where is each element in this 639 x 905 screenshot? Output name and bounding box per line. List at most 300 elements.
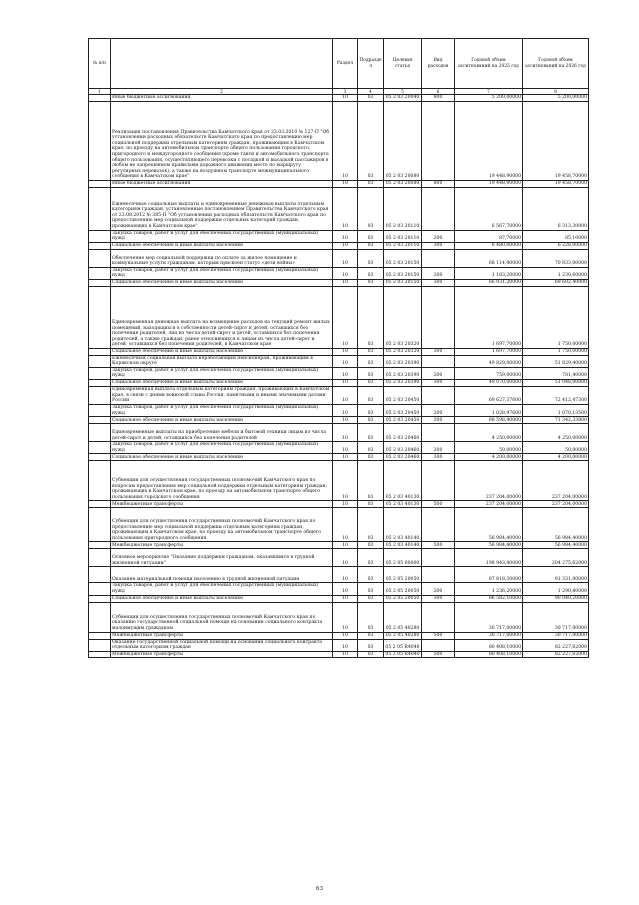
amount-2026-cell: 6 228,00000	[523, 242, 589, 249]
item-name-cell: Субвенции для осуществления государственных полномочий Камчатского края по оказанию государственной социальной помощи на основании социального контракта малоимущим гражданам	[111, 602, 333, 632]
row-number-cell	[89, 279, 111, 286]
item-name-cell: Иные бюджетные ассигнования	[111, 95, 333, 102]
target-article-cell: 05 2 05 20050	[384, 567, 422, 583]
row-number-cell	[89, 651, 111, 658]
item-name-cell: Единовременные выплаты на приобретение мебели и бытовой техники лицам из числа детей-сирот и детей, оставшихся без попечения родителей	[111, 424, 333, 442]
table-row	[89, 230, 589, 242]
subsection-cell: 03	[358, 651, 384, 658]
amount-2026-cell: 5 200,00000	[523, 95, 589, 102]
row-number-cell	[89, 267, 111, 279]
amount-2026-cell: 85,10000	[523, 230, 589, 242]
row-number-cell	[89, 367, 111, 379]
subsection-cell: 03	[358, 639, 384, 651]
row-number-cell	[89, 595, 111, 602]
expense-type-cell: 800	[422, 95, 455, 102]
section-cell: 10	[333, 424, 358, 442]
header-cell-subsection: Подраздел	[358, 39, 384, 89]
item-name-cell: Межбюджетные трансферты	[111, 501, 333, 508]
item-name-cell: Закупка товаров, работ и услуг для обеспечения государственных (муниципальных) нужд	[111, 367, 333, 379]
row-number-cell	[89, 461, 111, 501]
target-article-cell: 05 2 03 20450	[384, 404, 422, 416]
table-row	[89, 417, 589, 424]
subsection-cell: 03	[358, 424, 384, 442]
column-number: 3	[333, 89, 358, 95]
target-article-cell: 05 2 05 20050	[384, 583, 422, 595]
row-number-cell	[89, 230, 111, 242]
table-row	[89, 651, 589, 658]
table-row	[89, 286, 589, 348]
row-number-cell	[89, 542, 111, 549]
expense-type-cell	[422, 461, 455, 501]
target-article-cell: 05 2 03 20040	[384, 95, 422, 102]
amount-2025-cell: 1 183,20000	[455, 267, 523, 279]
amount-2025-cell: 69 627,37600	[455, 386, 523, 404]
subsection-cell: 03	[358, 379, 384, 386]
section-cell: 10	[333, 386, 358, 404]
target-article-cell: 05 2 03 20150	[384, 249, 422, 267]
target-article-cell: 05 2 05 R4040	[385, 651, 420, 657]
subsection-cell: 03	[358, 386, 384, 404]
amount-2026-cell: 70 833,00000	[523, 249, 589, 267]
row-number-cell	[89, 549, 111, 567]
table-row	[89, 267, 589, 279]
subsection-cell: 03	[358, 454, 384, 461]
target-article-cell: 05 2 03 20460	[384, 454, 422, 461]
amount-2025-cell: 19 448,90000	[455, 102, 523, 181]
table-row	[89, 102, 589, 181]
target-article-cell: 05 2 05 20050	[384, 595, 422, 602]
subsection-cell: 03	[358, 230, 384, 242]
subsection-cell: 03	[358, 417, 384, 424]
row-number-cell	[89, 286, 111, 348]
target-article-cell: 05 2 03 20320	[384, 286, 422, 348]
target-article-cell: 05 2 03 20390	[384, 367, 422, 379]
expense-type-cell: 200	[422, 230, 455, 242]
item-name-cell: Ежемесячная социальная выплата неработающим пенсионерам, проживающим в Корякском округе	[111, 355, 333, 367]
column-number: 5	[384, 89, 422, 95]
amount-2025-cell: 30 717,00000	[455, 602, 523, 632]
amount-2026-cell: 72 412,47300	[523, 386, 589, 404]
item-name-cell: Оказание материальной помощи населению в трудной жизненной ситуации	[111, 567, 333, 583]
subsection-cell: 03	[358, 404, 384, 416]
row-number-cell	[89, 249, 111, 267]
amount-2025-cell: 19 448,90000	[455, 181, 523, 188]
expense-type-cell: 200	[422, 267, 455, 279]
expense-type-cell	[422, 567, 455, 583]
amount-2026-cell: 1 750,00000	[523, 286, 589, 348]
amount-2025-cell: 4 250,00000	[455, 424, 523, 442]
section-cell: 10	[333, 442, 358, 454]
expense-type-cell	[422, 355, 455, 367]
table-row	[89, 542, 589, 549]
section-cell: 10	[333, 267, 358, 279]
section-cell: 10	[333, 454, 358, 461]
table-body	[89, 95, 589, 658]
item-name-cell: Социальное обеспечение и иные выплаты населению	[111, 595, 333, 602]
row-number-cell	[89, 602, 111, 632]
section-cell: 10	[333, 286, 358, 348]
item-name-cell: Единовременная денежная выплата на возмещение расходов на текущий ремонт жилых помещений, находящихся в собственности детей-сирот и детей, оставшихся без попечения родителей, лиц из числа детей-сирот и детей, оставшихся без попечения родителей, а также граждан, ранее относившихся к лицам из числа детей-сирот и детей, оставшихся без попечения родителей, в Камчатском крае	[111, 286, 333, 348]
subsection-cell: 03	[358, 542, 384, 549]
section-cell: 10	[333, 348, 358, 355]
table-row	[89, 249, 589, 267]
amount-2025-cell: 6 480,00000	[455, 242, 523, 249]
subsection-cell: 03	[358, 355, 384, 367]
table-row	[89, 454, 589, 461]
subsection-cell: 03	[358, 348, 384, 355]
expense-type-cell: 300	[422, 348, 455, 355]
table-row	[89, 442, 589, 454]
amount-2025-cell: 6 567,70000	[455, 187, 523, 230]
section-cell: 10	[333, 355, 358, 367]
table-row	[89, 386, 589, 404]
table-row	[89, 508, 589, 542]
amount-2025-cell: 56 984,40000	[455, 542, 523, 549]
section-cell: 10	[333, 651, 358, 658]
section-cell: 10	[333, 501, 358, 508]
section-cell: 10	[333, 549, 358, 567]
subsection-cell: 03	[358, 549, 384, 567]
section-cell: 10	[333, 404, 358, 416]
expense-type-cell: 300	[422, 454, 455, 461]
amount-2026-cell: 781,40000	[523, 367, 589, 379]
section-cell: 10	[333, 230, 358, 242]
expense-type-cell: 300	[422, 595, 455, 602]
row-number-cell	[89, 442, 111, 454]
section-cell: 10	[333, 461, 358, 501]
amount-2026-cell: 1 290,80000	[523, 583, 589, 595]
table-row	[89, 367, 589, 379]
row-number-cell	[89, 404, 111, 416]
column-number: 8	[523, 89, 589, 95]
target-article-cell: 05 2 03 20110	[384, 230, 422, 242]
target-article-cell: 05 2 03 20080	[384, 181, 422, 188]
expense-type-cell	[422, 508, 455, 542]
amount-2026-cell: 30 717,00000	[523, 602, 589, 632]
section-cell: 10	[333, 242, 358, 249]
expense-type-cell	[422, 249, 455, 267]
expense-type-cell: 500	[422, 542, 455, 549]
item-name-cell: Основное мероприятие "Оказание поддержки гражданам, оказавшимся в трудной жизненной ситуации"	[111, 549, 333, 567]
expense-type-cell	[422, 286, 455, 348]
subsection-cell: 03	[358, 187, 384, 230]
amount-2025-cell: 198 943,40000	[455, 549, 523, 567]
amount-2026-cell: 82 227,62000	[523, 651, 589, 658]
section-cell: 10	[333, 583, 358, 595]
row-number-cell	[89, 242, 111, 249]
target-article-cell: 05 2 03 40130	[384, 461, 422, 501]
subsection-cell: 03	[358, 181, 384, 188]
amount-2026-cell: 56 984,40000	[523, 542, 589, 549]
expense-type-cell	[422, 549, 455, 567]
page-number: 63	[316, 886, 323, 892]
table-row	[89, 595, 589, 602]
expense-type-cell: 300	[422, 279, 455, 286]
header-row	[89, 39, 589, 89]
row-number-cell	[89, 95, 111, 102]
target-article-cell: 05 2 03 20110	[384, 187, 422, 230]
subsection-cell: 03	[358, 632, 384, 639]
table-row	[89, 187, 589, 230]
header-cell-target: Целевая статья	[384, 39, 422, 89]
table-row	[89, 461, 589, 501]
item-name-cell: Социальное обеспечение и иные выплаты населению	[111, 379, 333, 386]
table-row	[89, 279, 589, 286]
column-number: 6	[422, 89, 455, 95]
amount-2025-cell: 87 818,30000	[455, 567, 523, 583]
expense-type-cell: 200	[422, 583, 455, 595]
item-name-cell: Закупка товаров, работ и услуг для обеспечения государственных (муниципальных) нужд	[111, 442, 333, 454]
expense-type-cell	[422, 424, 455, 442]
target-article-cell: 05 2 03 20390	[384, 379, 422, 386]
amount-2025-cell: 237 204,00000	[455, 461, 523, 501]
amount-2025-cell: 1 697,70000	[455, 286, 523, 348]
expense-type-cell: 200	[422, 367, 455, 379]
target-article-cell: 05 2 03 20080	[384, 102, 422, 181]
column-number: 7	[455, 89, 523, 95]
table-row	[89, 379, 589, 386]
subsection-cell: 03	[358, 461, 384, 501]
expense-type-cell: 500	[422, 632, 455, 639]
header-cell-no: № п/п	[89, 39, 111, 89]
row-number-cell	[89, 348, 111, 355]
item-name-cell: Закупка товаров, работ и услуг для обеспечения государственных (муниципальных) нужд	[111, 404, 333, 416]
item-name-cell: Социальное обеспечение и иные выплаты населению	[111, 348, 333, 355]
amount-2026-cell: 56 984,40000	[523, 508, 589, 542]
target-article-cell: 05 2 03 40130	[384, 501, 422, 508]
amount-2025-cell: 30 717,00000	[455, 632, 523, 639]
row-number-cell	[89, 501, 111, 508]
item-name-cell: Социальное обеспечение и иные выплаты населению	[111, 279, 333, 286]
table-row	[89, 181, 589, 188]
amount-2025-cell: 4 200,00000	[455, 454, 523, 461]
subsection-cell: 03	[358, 279, 384, 286]
amount-2025-cell: 50,00000	[455, 442, 523, 454]
amount-2025-cell: 1 028,97600	[455, 404, 523, 416]
row-number-cell	[89, 102, 111, 181]
amount-2026-cell: 69 602,40000	[523, 279, 589, 286]
amount-2025-cell: 1 697,70000	[455, 348, 523, 355]
item-name-cell: Субвенции для осуществления государственных полномочий Камчатского края по вопросам предоставления мер социальной поддержки отдельным категориям граждан, проживающих в Камчатском крае, по проезду на автомобильном транспорте общего пользования городского сообщения	[111, 461, 333, 501]
item-name-cell: Субвенции для осуществления государственных полномочий Камчатского края по предоставлению мер социальной поддержки отдельным категориям граждан, проживающим в Камчатском крае, по проезду на автомобильном транспорте общего пользования пригородного сообщения	[111, 508, 333, 542]
subsection-cell: 03	[358, 442, 384, 454]
target-article-cell: 05 2 03 20150	[384, 267, 422, 279]
table-row	[89, 242, 589, 249]
section-cell: 10	[333, 595, 358, 602]
item-name-cell: Обеспечение мер социальной поддержки по оплате за жилое помещение и коммунальные услуги гражданам, которым присвоен статус «дети войны»	[111, 249, 333, 267]
section-cell: 10	[333, 542, 358, 549]
row-number-cell	[89, 417, 111, 424]
amount-2026-cell: 4 200,00000	[523, 454, 589, 461]
target-article-cell: 05 2 03 20460	[384, 424, 422, 442]
item-name-cell: Закупка товаров, работ и услуг для обеспечения государственных (муниципальных) нужд	[111, 583, 333, 595]
amount-2026-cell: 71 342,33800	[523, 417, 589, 424]
subsection-cell: 03	[358, 567, 384, 583]
subsection-cell: 03	[358, 95, 384, 102]
row-number-cell	[89, 567, 111, 583]
row-number-cell	[89, 355, 111, 367]
amount-2026-cell: 204 275,62000	[523, 549, 589, 567]
amount-2026-cell: 91 331,00000	[523, 567, 589, 583]
expense-type-cell: 500	[422, 501, 455, 508]
column-number: 2	[111, 89, 333, 95]
section-cell: 10	[333, 639, 358, 651]
item-name-cell: Межбюджетные трансферты	[111, 651, 333, 658]
expense-type-cell	[422, 639, 455, 651]
item-name-cell: Закупка товаров, работ и услуг для обеспечения государственных (муниципальных) нужд	[111, 230, 333, 242]
amount-2026-cell: 6 313,30000	[523, 187, 589, 230]
header-cell-2025: Годовой объем ассигнований на 2025 год	[455, 39, 523, 89]
section-cell: 10	[333, 187, 358, 230]
amount-2026-cell: 237 204,00000	[523, 501, 589, 508]
header-cell-section: Раздел	[333, 39, 358, 89]
amount-2026-cell: 237 204,00000	[523, 461, 589, 501]
row-number-cell	[89, 583, 111, 595]
section-cell: 10	[333, 379, 358, 386]
item-name-cell: Социальное обеспечение и иные выплаты населению	[111, 417, 333, 424]
section-cell: 10	[333, 102, 358, 181]
target-article-cell: 05 2 03 20450	[384, 386, 422, 404]
item-name-cell: Социальное обеспечение и иные выплаты населению	[111, 454, 333, 461]
subsection-cell: 03	[358, 602, 384, 632]
target-article-cell: 05 2 05 R4040	[384, 639, 422, 651]
header-cell-2026: Годовой объем ассигнований на 2026 год	[523, 39, 589, 89]
amount-2025-cell: 56 984,40000	[455, 508, 523, 542]
amount-2026-cell: 51 829,40000	[523, 355, 589, 367]
item-name-cell: Межбюджетные трансферты	[111, 542, 333, 549]
item-name-cell: Ежемесячные социальные выплаты и единовременные денежные выплаты отдельным категориям граждан, установленные постановлением Правительства Камчатского края от 23.08.2012 № 385-П "Об установлении расходных обязательств Камчатского края по предоставлению мер социальной поддержки отдельных категорий граждан, проживающих в Камчатском крае"	[111, 187, 333, 230]
subsection-cell: 03	[358, 249, 384, 267]
amount-2025-cell: 49 829,00000	[455, 355, 523, 367]
column-number: 1	[89, 89, 111, 95]
table-row	[89, 424, 589, 442]
table-row	[89, 95, 589, 102]
amount-2026-cell: 19 458,70000	[523, 181, 589, 188]
table-row	[89, 602, 589, 632]
subsection-cell: 03	[358, 367, 384, 379]
item-name-cell: Социальное обеспечение и иные выплаты населению	[111, 242, 333, 249]
item-name-cell: Межбюджетные трансферты	[111, 632, 333, 639]
amount-2025-cell: 66 931,20000	[455, 279, 523, 286]
expense-type-cell: 500	[422, 651, 455, 658]
table-row	[89, 639, 589, 651]
header-cell-exptype: Вид расходов	[422, 39, 455, 89]
target-article-cell: 05 2 03 40140	[384, 542, 422, 549]
expense-type-cell: 300	[422, 379, 455, 386]
item-name-cell: Единовременная выплата отдельным категориям граждан, проживающих в Камчатском крае, в связи с днями воинской славы России, памятными и иными значимыми датами России	[111, 386, 333, 404]
expense-type-cell	[422, 386, 455, 404]
column-number: 4	[358, 89, 384, 95]
subsection-cell: 03	[358, 595, 384, 602]
amount-2026-cell: 51 048,00000	[523, 379, 589, 386]
target-article-cell: 05 2 05 00000	[384, 549, 422, 567]
section-cell: 10	[333, 279, 358, 286]
target-article-cell: 05 2 03 20450	[384, 417, 422, 424]
budget-allocation-table	[88, 38, 589, 658]
section-cell: 10	[333, 567, 358, 583]
amount-2026-cell: 90 040,20000	[523, 595, 589, 602]
subsection-cell: 03	[358, 267, 384, 279]
row-number-cell	[89, 187, 111, 230]
amount-2026-cell: 1 070,13500	[523, 404, 589, 416]
expense-type-cell: 200	[422, 442, 455, 454]
amount-2026-cell: 4 250,00000	[523, 424, 589, 442]
target-article-cell: 05 2 03 20460	[384, 442, 422, 454]
expense-type-cell: 300	[422, 417, 455, 424]
expense-type-cell: 300	[422, 242, 455, 249]
amount-2026-cell: 30 717,00000	[523, 632, 589, 639]
expense-type-cell	[422, 602, 455, 632]
item-name-cell: Иные бюджетные ассигнования	[111, 181, 333, 188]
amount-2026-cell: 1 230,60000	[523, 267, 589, 279]
table-row	[89, 348, 589, 355]
amount-2025-cell: 68 598,40000	[455, 417, 523, 424]
budget-table-page	[88, 38, 588, 658]
amount-2025-cell: 68 114,40000	[455, 249, 523, 267]
target-article-cell: 05 2 05 40280	[384, 632, 422, 639]
expense-type-cell	[422, 102, 455, 181]
row-number-cell	[89, 379, 111, 386]
expense-type-cell: 800	[422, 181, 455, 188]
amount-2025-cell: 80 408,10000	[455, 639, 523, 651]
subsection-cell: 03	[358, 102, 384, 181]
amount-2026-cell: 1 750,00000	[523, 348, 589, 355]
amount-2025-cell: 87,70000	[455, 230, 523, 242]
subsection-cell: 03	[358, 583, 384, 595]
expense-type-cell: 200	[422, 404, 455, 416]
section-cell: 10	[333, 508, 358, 542]
item-name-cell: Реализация постановления Правительства Камчатского края от 23.03.2010 № 127-П "Об установлении расходных обязательств Камчатского края по предоставлению мер социальной поддержки отдельным категориям граждан, проживающим в Камчатском крае, по проезду на автомобильном транспорте общего пользования городского, пригородного и междугородного сообщения (кроме такси и автомобильного транспорта общего пользования, осуществляющего перевозки с посадкой и высадкой пассажиров в любом не запрещенном правилами дорожного движения месте по маршруту регулярных перевозок), а также на воздушном транспорте межмуниципального сообщения в Камчатском крае"	[111, 102, 333, 181]
amount-2025-cell: 49 070,00000	[455, 379, 523, 386]
amount-2026-cell: 50,00000	[523, 442, 589, 454]
target-article-cell: 05 2 03 20390	[384, 355, 422, 367]
row-number-cell	[89, 639, 111, 651]
target-article-cell: 05 2 03 40140	[384, 508, 422, 542]
row-number-cell	[89, 508, 111, 542]
table-row	[89, 567, 589, 583]
amount-2026-cell: 19 458,70000	[523, 102, 589, 181]
header-cell-name	[111, 39, 333, 89]
table-row	[89, 549, 589, 567]
amount-2025-cell: 237 204,00000	[455, 501, 523, 508]
amount-2025-cell: 759,00000	[455, 367, 523, 379]
target-article-cell: 05 2 03 20110	[384, 242, 422, 249]
target-article-cell: 05 2 05 40280	[384, 602, 422, 632]
row-number-cell	[89, 386, 111, 404]
section-cell: 10	[333, 632, 358, 639]
table-row	[89, 355, 589, 367]
section-cell: 10	[333, 95, 358, 102]
subsection-cell: 03	[358, 242, 384, 249]
item-name-cell: Оказание государственной социальной помощи на основании социального контракта отдельным категориям граждан	[111, 639, 333, 651]
expense-type-cell	[422, 187, 455, 230]
row-number-cell	[89, 632, 111, 639]
target-article-cell: 05 2 03 20320	[384, 348, 422, 355]
section-cell: 10	[333, 181, 358, 188]
amount-2025-cell: 1 236,20000	[455, 583, 523, 595]
subsection-cell: 03	[358, 501, 384, 508]
item-name-cell: Закупка товаров, работ и услуг для обеспечения государственных (муниципальных) нужд	[111, 267, 333, 279]
section-cell: 10	[333, 417, 358, 424]
amount-2025-cell: 86 582,10000	[455, 595, 523, 602]
subsection-cell: 03	[358, 508, 384, 542]
section-cell: 10	[333, 602, 358, 632]
amount-2025-cell: 80 408,10000	[455, 651, 523, 658]
subsection-cell: 03	[358, 286, 384, 348]
section-cell: 10	[333, 367, 358, 379]
table-row	[89, 632, 589, 639]
table-row	[89, 501, 589, 508]
